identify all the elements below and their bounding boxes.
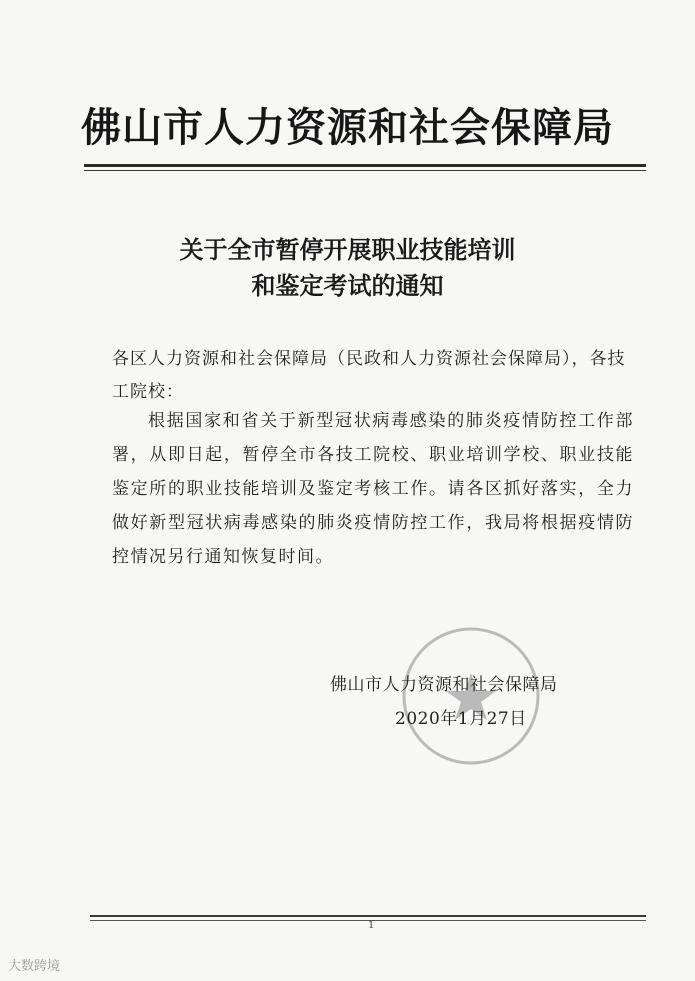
document-title xyxy=(0,232,695,304)
page-number: 1 xyxy=(368,920,375,931)
document-title-line-1: 关于全市暂停开展职业技能培训 xyxy=(179,235,516,264)
official-seal xyxy=(400,625,542,767)
letterhead-agency-name: 佛山市人力资源和社会保障局 xyxy=(81,104,614,151)
document-title-line-2: 和鉴定考试的通知 xyxy=(251,271,444,300)
footer-rule-thick xyxy=(90,915,646,917)
watermark: 大数跨境 xyxy=(8,959,61,974)
letterhead-rule-thin xyxy=(84,170,646,171)
issue-date: 2020年1月27日 xyxy=(395,709,527,729)
body-paragraph: 根据国家和省关于新型冠状病毒感染的肺炎疫情防控工作部署，从即日起，暂停全市各技工院校、职业培训学校、职业技能鉴定所的职业技能培训及鉴定考核工作。请各区抓好落实，全力做好新型冠状病毒感染的肺炎疫情防控工作，我局将根据疫情防控情况另行通知恢复时间。 xyxy=(112,411,634,567)
issuer-signature: 佛山市人力资源和社会保障局 xyxy=(330,675,558,695)
letterhead-rule-thick xyxy=(84,164,646,167)
addressee: 各区人力资源和社会保障局（民政和人力资源社会保障局），各技工院校： xyxy=(112,349,626,402)
